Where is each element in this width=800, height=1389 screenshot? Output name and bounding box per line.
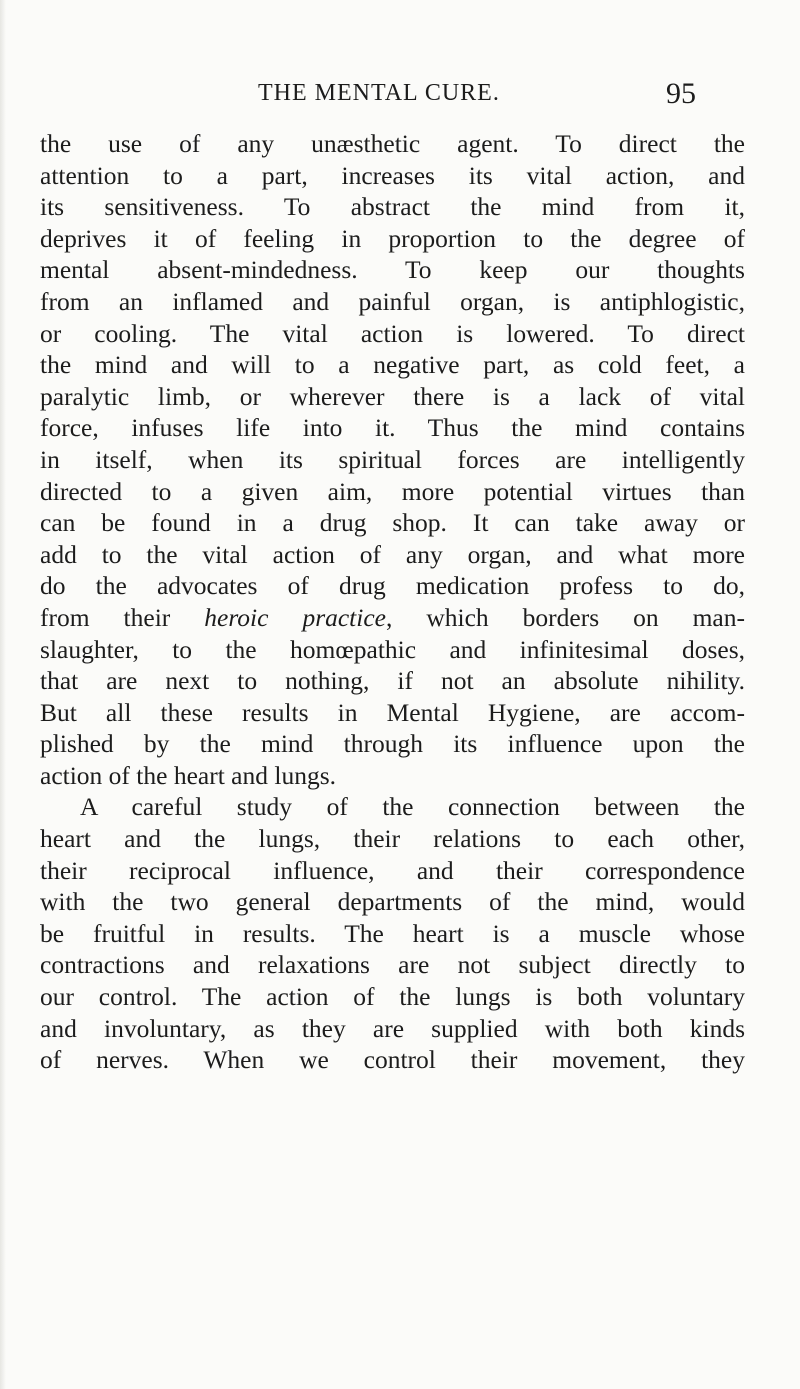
text-line: its sensitiveness. To abstract the mind from it, xyxy=(40,192,745,222)
text-line: from their heroic practice, which borders on man- xyxy=(40,602,745,632)
text-line: deprives it of feeling in proportion to the degree of xyxy=(40,223,745,253)
page-header xyxy=(0,77,800,120)
text-line: from an inflamed and painful organ, is antiphlogistic, xyxy=(40,286,745,316)
text-line: and involuntary, as they are supplied with both kinds xyxy=(40,1013,745,1043)
paragraph-start-line: A careful study of the connection between the xyxy=(80,792,745,822)
text-line: do the advocates of drug medication profess to do, xyxy=(40,571,745,601)
text-line: the use of any unæsthetic agent. To direct the xyxy=(40,129,745,158)
text-line: heart and the lungs, their relations to each other, xyxy=(40,824,745,854)
text-line: force, infuses life into it. Thus the mind contains xyxy=(40,413,745,443)
text-line: But all these results in Mental Hygiene, are accom- xyxy=(40,697,745,727)
page-gutter-shadow xyxy=(0,0,6,1389)
text-line: in itself, when its spiritual forces are intelligently xyxy=(40,444,745,474)
text-line: our control. The action of the lungs is both voluntary xyxy=(40,982,745,1012)
text-line: their reciprocal influence, and their correspondence xyxy=(40,855,745,885)
text-line: with the two general departments of the mind, would xyxy=(40,887,745,917)
text-line: mental absent-mindedness. To keep our thoughts xyxy=(40,255,745,285)
text-line: contractions and relaxations are not subject directly to xyxy=(40,950,745,980)
text-line: be fruitful in results. The heart is a muscle whose xyxy=(40,918,745,948)
body-text xyxy=(40,128,745,1076)
text-line: of nerves. When we control their movement, they xyxy=(40,1045,745,1075)
text-line: paralytic limb, or wherever there is a lack of vital xyxy=(40,381,745,411)
text-line: plished by the mind through its influence upon the xyxy=(40,729,745,759)
text-line: slaughter, to the homœpathic and infinitesimal doses, xyxy=(40,634,745,664)
text-line: add to the vital action of any organ, and what more xyxy=(40,539,745,569)
text-line: action of the heart and lungs. xyxy=(40,760,336,790)
text-line: the mind and will to a negative part, as cold feet, a xyxy=(40,350,745,380)
text-line: that are next to nothing, if not an absolute nihility. xyxy=(40,666,745,696)
text-line: can be found in a drug shop. It can take away or xyxy=(40,508,745,538)
text-line: directed to a given aim, more potential virtues than xyxy=(40,476,745,506)
running-head: THE MENTAL CURE. xyxy=(258,80,500,106)
text-line: or cooling. The vital action is lowered. To direct xyxy=(40,318,745,348)
text-line: attention to a part, increases its vital action, and xyxy=(40,160,745,190)
page-number: 95 xyxy=(666,77,696,110)
